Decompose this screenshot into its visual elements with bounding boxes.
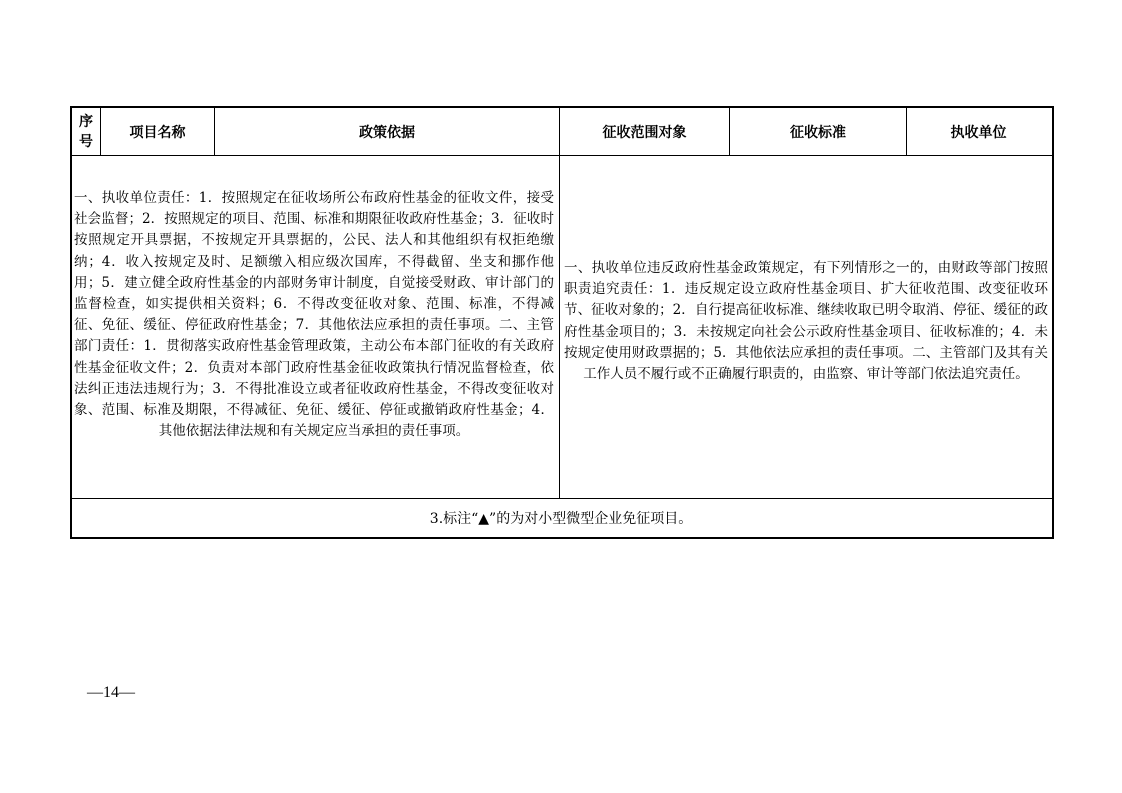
header-policy-basis-label: 政策依据 — [359, 124, 415, 141]
table-note-text: 3.标注“▲”的为对小型微型企业免征项目。 — [429, 511, 693, 527]
header-project-name-label: 项目名称 — [129, 124, 186, 141]
header-unit — [907, 108, 1050, 155]
header-unit-label: 执收单位 — [950, 124, 1007, 141]
header-seq-label: 序号 — [79, 113, 93, 150]
header-policy-basis — [215, 108, 559, 155]
header-standard — [730, 108, 906, 155]
table-note — [70, 499, 1052, 537]
header-bottom-rule — [70, 155, 1052, 156]
accountability-text: 一、执收单位违反政府性基金政策规定，有下列情形之一的，由财政等部门按照职责追究责任：1．违反规定设立政府性基金项目、扩大征收范围、改变征收环节、征收对象的；2．自行提高征收标准、继续收取已明令取消、停征、缓征的政府性基金项目的；3．未按规定向社会公示政府性基金项目、征收标准的；4．未按规定使用财政票据的；5．其他依法应承担的责任事项。二、主管部门及其有关工作人员不履行或不正确履行职责的，由监察、审计等部门依法追究责任。 — [564, 260, 1048, 383]
body-column-divider — [559, 155, 560, 498]
header-scope-label: 征收范围对象 — [602, 124, 687, 141]
header-scope — [560, 108, 729, 155]
page-number: —14— — [87, 684, 135, 701]
header-project-name — [101, 108, 214, 155]
header-seq — [72, 108, 100, 155]
policy-table — [70, 106, 1052, 537]
responsibility-text: 一、执收单位责任：1．按照规定在征收场所公布政府性基金的征收文件，接受社会监督；2．按照规定的项目、范围、标准和期限征收政府性基金；3．征收时按照规定开具票据，不按规定开具票据的，公民、法人和其他组织有权拒绝缴纳；4．收入按规定及时、足额缴入相应级次国库，不得截留、坐支和挪作他用；5．建立健全政府性基金的内部财务审计制度，自觉接受财政、审计部门的监督检查，如实提供相关资料；6．不得改变征收对象、范围、标准，不得减征、免征、缓征、停征政府性基金；7．其他依法应承担的责任事项。二、主管部门责任：1．贯彻落实政府性基金管理政策，主动公布本部门征收的有关政府性基金征收文件；2．负责对本部门政府性基金征收政策执行情况监督检查，依法纠正违法违规行为；3．不得批准设立或者征收政府性基金，不得改变征收对象、范围、标准及期限，不得减征、免征、缓征、停征或撤销政府性基金；4．其他依据法律法规和有关规定应当承担的责任事项。 — [74, 190, 554, 440]
header-standard-label: 征收标准 — [790, 124, 846, 141]
